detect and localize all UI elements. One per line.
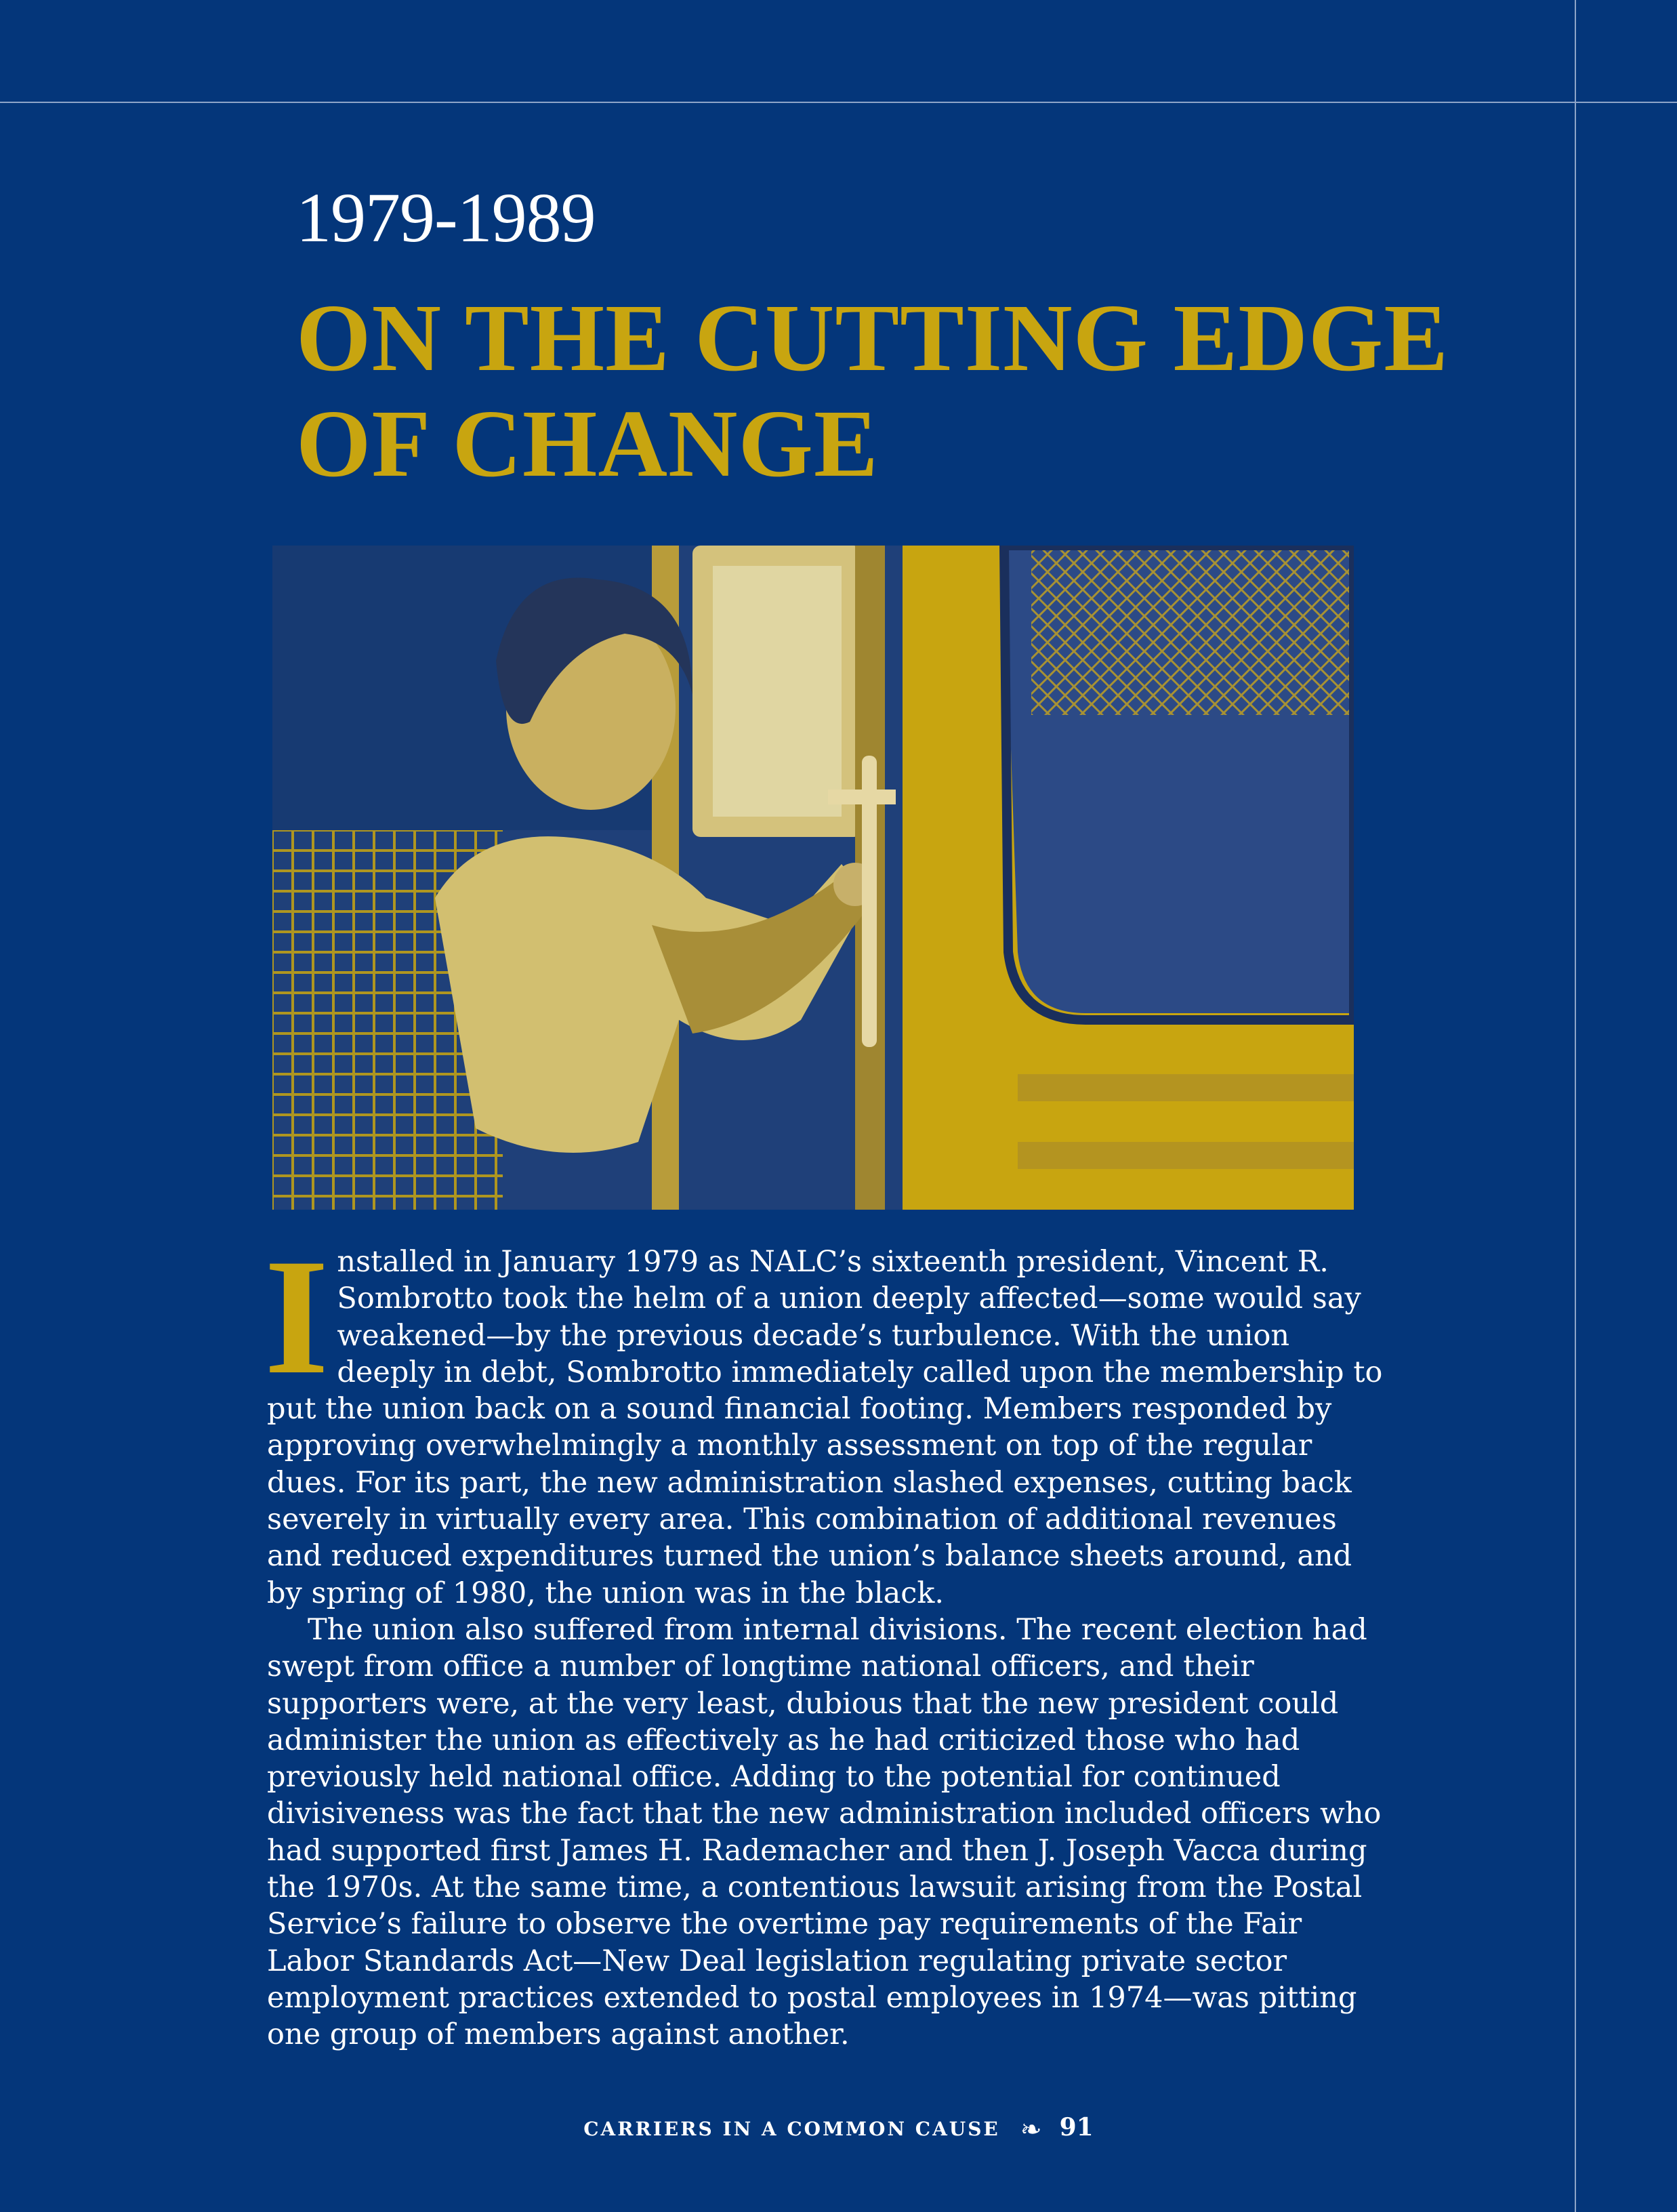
fleuron-icon: ❧ bbox=[1020, 2114, 1042, 2144]
paragraph-1-text: nstalled in January 1979 as NALC’s sixteenth president, Vincent R. Sombrotto took the helm of a union deeply affected—some would say weakened—by the previous decade’s turbulence. With the union deeply in debt, Sombrotto immediately called upon the membership to put the union back on a sound financial footing. Members responded by approving overwhelmingly a monthly assessment on top of the regular dues. For its part, the new administration slashed expenses, cutting back severely in virtually every area. This combination of additional revenues and reduced expenditures turned the union’s balance sheets around, and by spring of 1980, the union was in the black. bbox=[267, 1245, 1383, 1610]
chapter-photo bbox=[272, 546, 1354, 1210]
page-footer bbox=[0, 2113, 1677, 2144]
chapter-title bbox=[296, 285, 1448, 496]
page-number: 91 bbox=[1059, 2113, 1094, 2142]
trim-line-horizontal bbox=[0, 102, 1677, 103]
chapter-years: 1979-1989 bbox=[296, 179, 596, 257]
chapter-title-line-2: OF CHANGE bbox=[296, 390, 879, 497]
paragraph-2: The union also suffered from internal divisions. The recent election had swept from office a number of longtime national officers, and their supporters were, at the very least, dubious that the new president could administer the union as effectively as he had criticized those who had previously held national office. Adding to the potential for continued divisiveness was the fact that the new administration included officers who had supported first James H. Rademacher and then J. Joseph Vacca during the 1970s. At the same time, a contentious lawsuit arising from the Postal Service’s failure to observe the overtime pay requirements of the Fair Labor Standards Act—New Deal legislation regulating private sector employment practices extended to postal employees in 1974—was pitting one group of members against another. bbox=[267, 1612, 1382, 2052]
drop-cap: I bbox=[264, 1225, 329, 1408]
paragraph-1 bbox=[264, 1225, 1392, 1612]
trim-line-vertical bbox=[1575, 0, 1576, 2212]
article-body bbox=[264, 1225, 1392, 2053]
footer-book-title: CARRIERS IN A COMMON CAUSE bbox=[583, 2118, 1000, 2140]
photo-illustration bbox=[272, 546, 1354, 1210]
chapter-title-line-1: ON THE CUTTING EDGE bbox=[296, 284, 1449, 391]
